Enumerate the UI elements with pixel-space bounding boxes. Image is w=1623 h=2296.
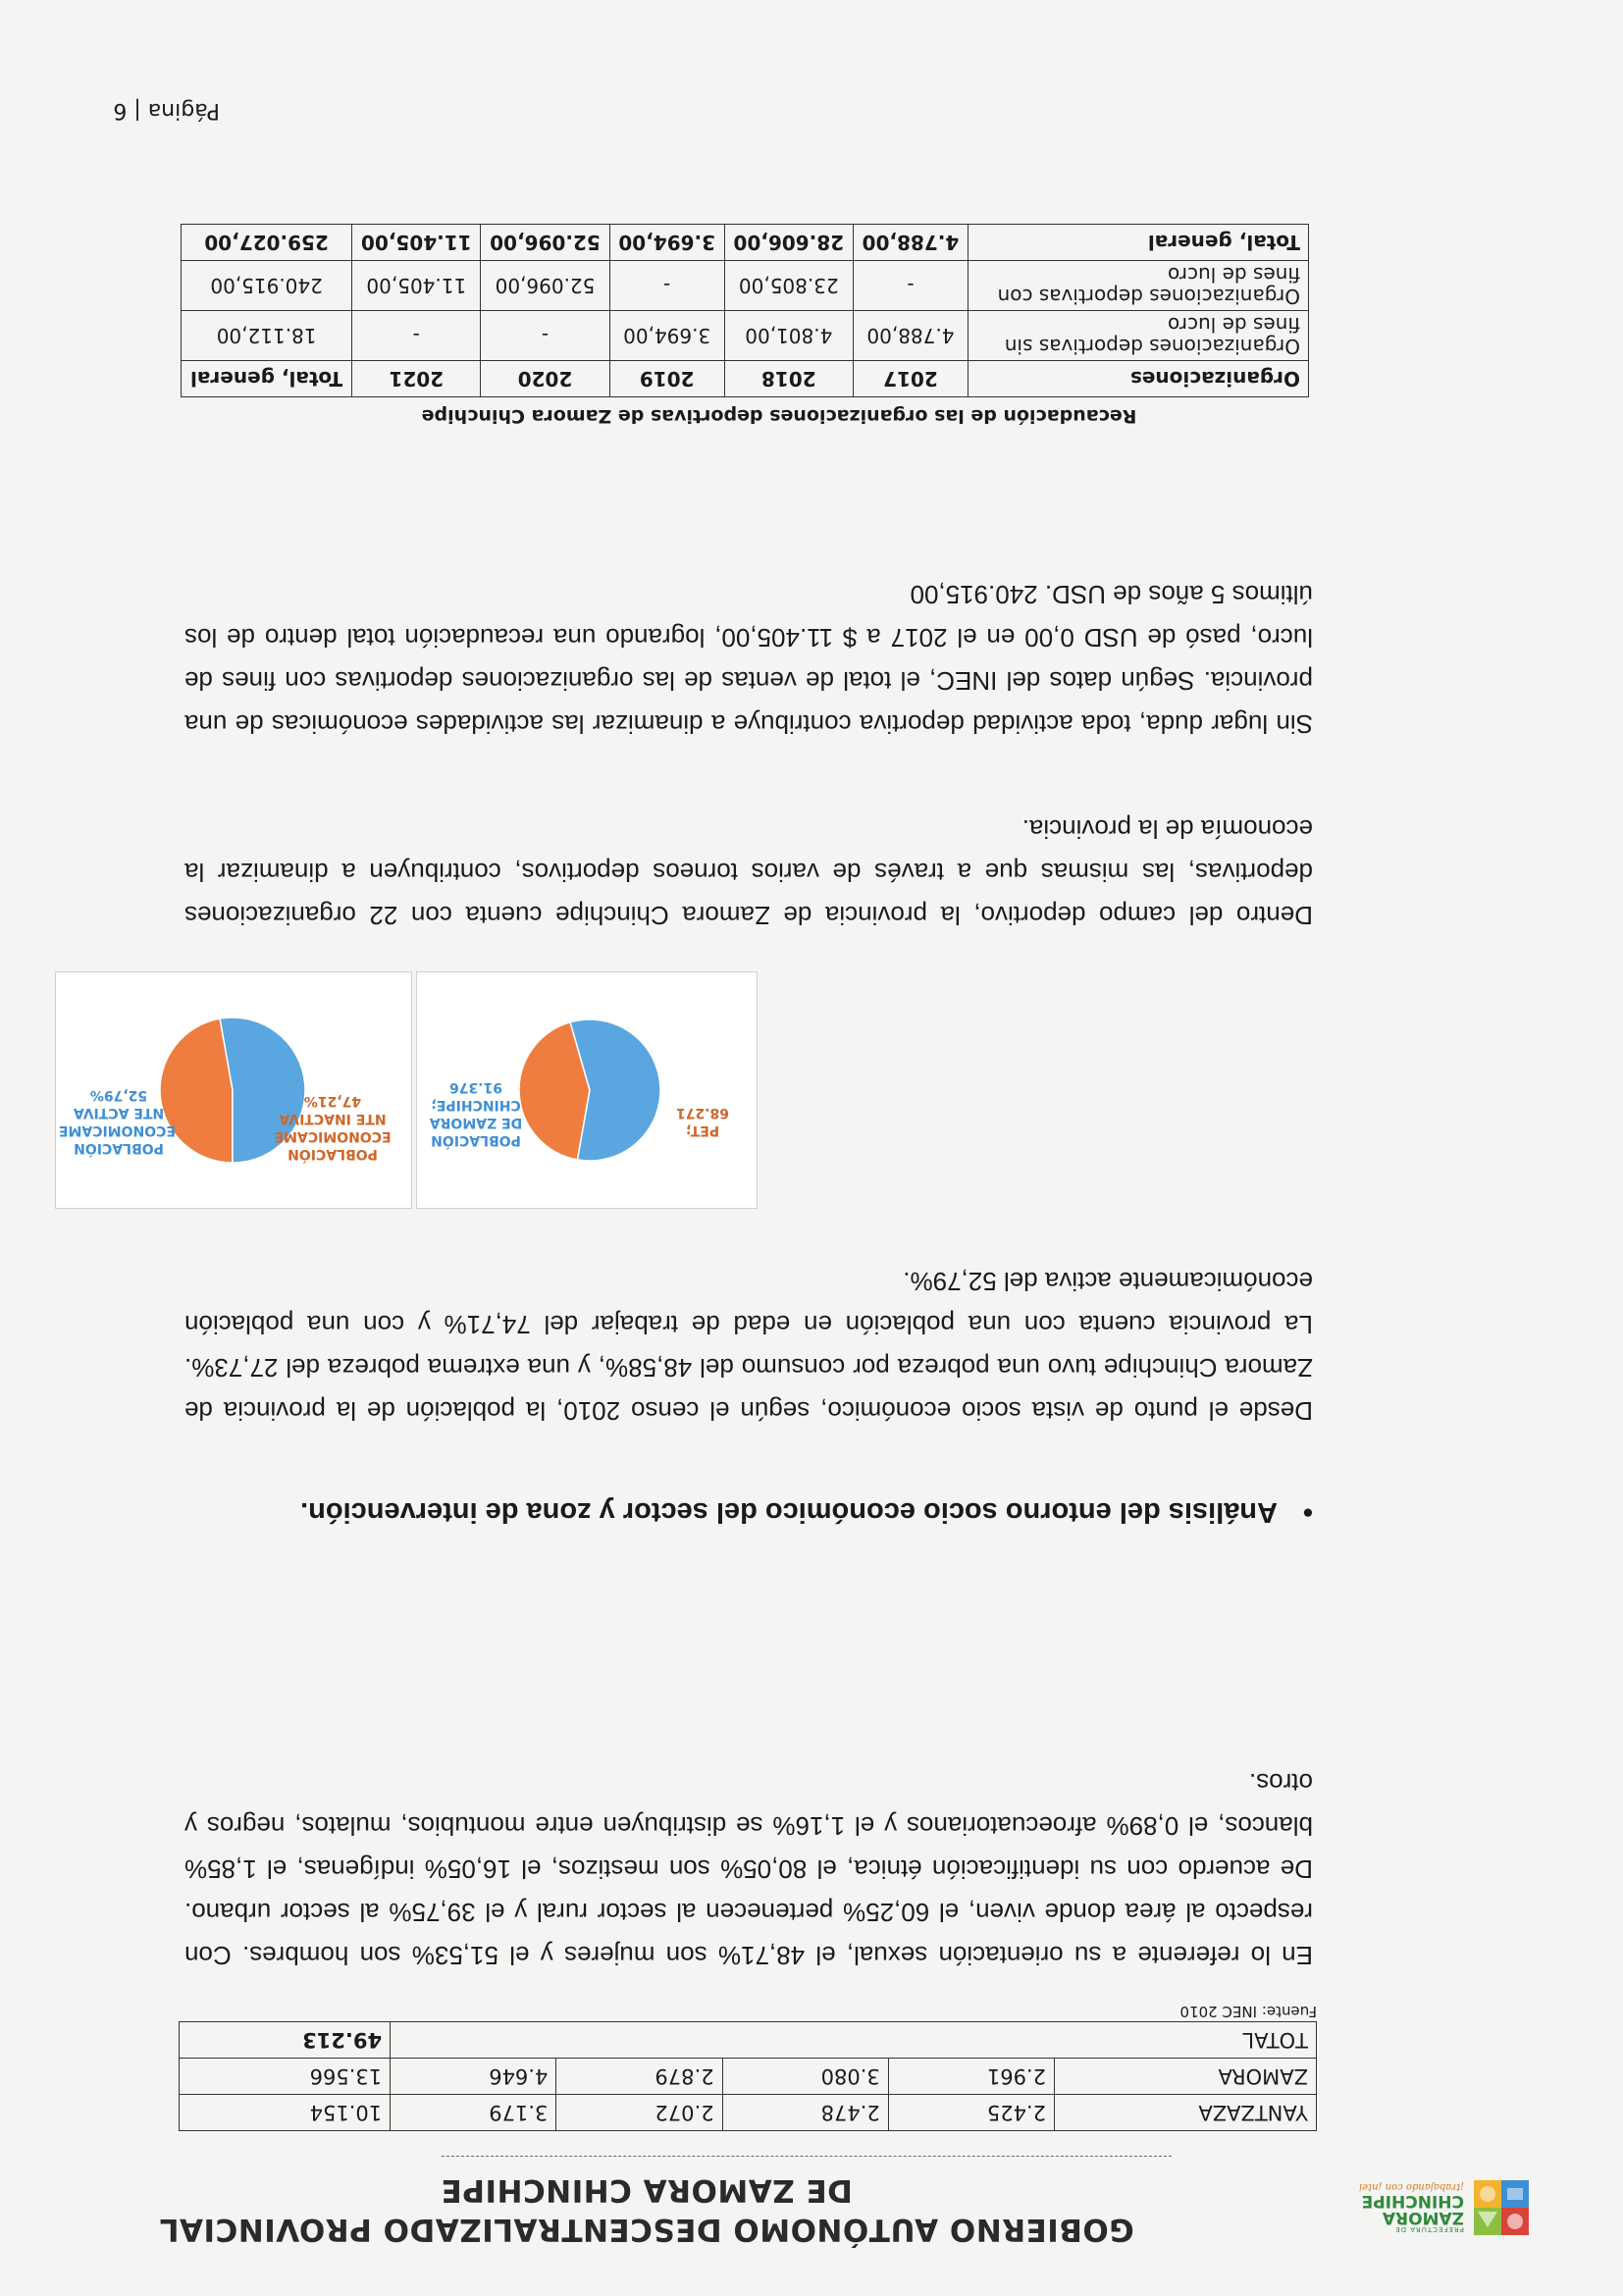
table-row <box>182 261 1309 311</box>
table-cell: 10.154 <box>180 2095 391 2131</box>
pie1-label-pet-name: PET; <box>685 1122 720 1138</box>
table-cell: 4.788,00 <box>853 311 968 361</box>
table-cell: - <box>481 311 609 361</box>
table-cell: 49.213 <box>180 2022 391 2059</box>
revenue-table <box>181 224 1309 397</box>
table-cell: - <box>853 261 968 311</box>
pie1-label-population-name: POBLACIÓN DE ZAMORA CHINCHIPE; <box>429 1097 523 1148</box>
table-cell: 28.606,00 <box>724 225 853 261</box>
table-cell: 3.694,00 <box>609 225 724 261</box>
table-cell: 18.112,00 <box>182 311 352 361</box>
table-total-row <box>182 225 1309 261</box>
paragraph-sports: Dentro del campo deportivo, la provincia de Zamora Chinchipe cuenta con 22 organizaciones deportivas, las mismas que a través de varios torneos deportivos, contribuyen a dinamizar la economía de la provincia. <box>184 814 1313 930</box>
table-cell: 52.096,00 <box>481 261 609 311</box>
table-cell: 4.801,00 <box>724 311 853 361</box>
paragraph-demographics: En lo referente a su orientación sexual, el 48,71% son mujeres y el 51,53% son hombres. Con respecto al área donde viven, el 60,25% pertenecen al sector rural y el 39,75% al sector urbano. De acuerdo con su identificación étnica, el 80,05% son mestizos, el 16,05% indígenas, el 1,85% blancos, el 0,89% afroecuatorianos y el 1,16% se distribuyen entre montubios, mulatos, negros y otros. <box>184 1768 1313 1970</box>
table-header-row <box>182 361 1309 397</box>
table-header-cell: 2020 <box>481 361 609 397</box>
pie1-label-population <box>427 1078 525 1149</box>
table-cell: 11.405,00 <box>352 261 481 311</box>
table-cell: 2.879 <box>556 2059 722 2095</box>
table-cell: 13.566 <box>180 2059 391 2095</box>
table-cell: 52.096,00 <box>481 225 609 261</box>
table-cell: 2.425 <box>888 2095 1054 2131</box>
government-title-line1: GOBIERNO AUTÓNOMO DESCENTRALIZADO PROVINCIAL <box>159 2212 1134 2247</box>
table-header-cell: Organizaciones <box>969 361 1309 397</box>
pie1-label-pet-value: 68.271 <box>675 1105 730 1121</box>
revenue-table-caption: Recaudación de las organizaciones deportivas de Zamora Chinchipe <box>421 405 1137 427</box>
table-cell: TOTAL <box>391 2022 1317 2059</box>
logo-slogan: ¡trabajando con ¡ntei <box>1358 2181 1464 2192</box>
pie2-label-inactive-name: POBLACIÓN ECONOMICAME NTE INACTIVA <box>274 1111 392 1162</box>
table-row <box>180 2059 1317 2095</box>
table-cell: 2.478 <box>722 2095 888 2131</box>
table-header-cell: Total, general <box>182 361 352 397</box>
section-heading-text: Análisis del entorno socio económico del sector y zona de intervención. <box>300 1496 1278 1528</box>
pie1-label-population-value: 91.376 <box>448 1079 503 1095</box>
table-cell: 3.179 <box>391 2095 556 2131</box>
logo-zamora: ZAMORA <box>1382 2208 1464 2227</box>
table-cell: 4.788,00 <box>853 225 968 261</box>
table-header-cell: 2017 <box>853 361 968 397</box>
government-title <box>141 2170 1152 2249</box>
paragraph-revenue: Sin lugar duda, toda actividad deportiva contribuye a dinamizar las actividades económicas de una provincia. Según datos del INEC, el total de ventas de las organizaciones deportivas con fines de lucro, pasó de USD 0,00 en el 2017 a $ 11.405,00, logrando una recaudación total dentro de los últimos 5 años de USD. 240.915,00 <box>184 580 1313 739</box>
table-row <box>182 311 1309 361</box>
header-divider <box>442 2156 1172 2157</box>
table-cell: YANTZAZA <box>1055 2095 1317 2131</box>
pie2-label-active-name: POBLACIÓN ECONOMICAME NTE ACTIVA <box>58 1105 176 1156</box>
table-source: Fuente: INEC 2010 <box>1179 2003 1317 2020</box>
pie-chart-pet <box>416 971 758 1209</box>
table-header-cell: 2021 <box>352 361 481 397</box>
table-row <box>180 2022 1317 2059</box>
table-cell: Organizaciones deportivas sin fines de lucro <box>969 311 1309 361</box>
pie2-label-active-value: 52,79% <box>89 1087 148 1103</box>
pie2-label-inactive-value: 47,21% <box>303 1093 362 1109</box>
table-cell: Organizaciones deportivas con fines de lucro <box>969 261 1309 311</box>
table-cell: 2.072 <box>556 2095 722 2131</box>
population-table <box>179 2021 1317 2131</box>
table-cell: - <box>609 261 724 311</box>
pie-chart-pea <box>55 971 412 1209</box>
bullet-icon: • <box>1302 1496 1313 1528</box>
table-cell: - <box>352 311 481 361</box>
government-title-line2: DE ZAMORA CHINCHIPE <box>441 2172 853 2208</box>
pie2-label-inactive <box>272 1092 393 1163</box>
table-cell: 3.694,00 <box>609 311 724 361</box>
pie1-label-pet <box>668 1104 737 1139</box>
page-number: Página | 6 <box>113 98 220 123</box>
table-cell: 2.961 <box>888 2059 1054 2095</box>
prefecture-logo <box>1338 2163 1535 2239</box>
table-cell: 4.646 <box>391 2059 556 2095</box>
table-cell: 259.027,00 <box>182 225 352 261</box>
table-header-cell: 2018 <box>724 361 853 397</box>
logo-small-text: PREFECTURA DE <box>1394 2225 1464 2233</box>
logo-chinchipe: CHINCHIPE <box>1361 2191 1464 2211</box>
pie2-label-active <box>58 1086 176 1157</box>
table-row <box>180 2095 1317 2131</box>
table-cell: 240.915,00 <box>182 261 352 311</box>
logo-emblem-icon <box>1470 2174 1535 2239</box>
table-cell: 11.405,00 <box>352 225 481 261</box>
table-cell: ZAMORA <box>1055 2059 1317 2095</box>
table-cell: 23.805,00 <box>724 261 853 311</box>
paragraph-socioeconomic: Desde el punto de vista socio económico, según el censo 2010, la población de la provincia de Zamora Chinchipe tuvo una pobreza por consumo del 48,58%, y una extrema pobreza del 27,73%. La provincia cuenta con una población en edad de trabajar del 74,71% y con una población económicamente activa del 52,79%. <box>184 1267 1313 1426</box>
section-heading <box>184 1491 1313 1533</box>
table-cell: Total, general <box>969 225 1309 261</box>
table-header-cell: 2019 <box>609 361 724 397</box>
table-cell: 3.080 <box>722 2059 888 2095</box>
